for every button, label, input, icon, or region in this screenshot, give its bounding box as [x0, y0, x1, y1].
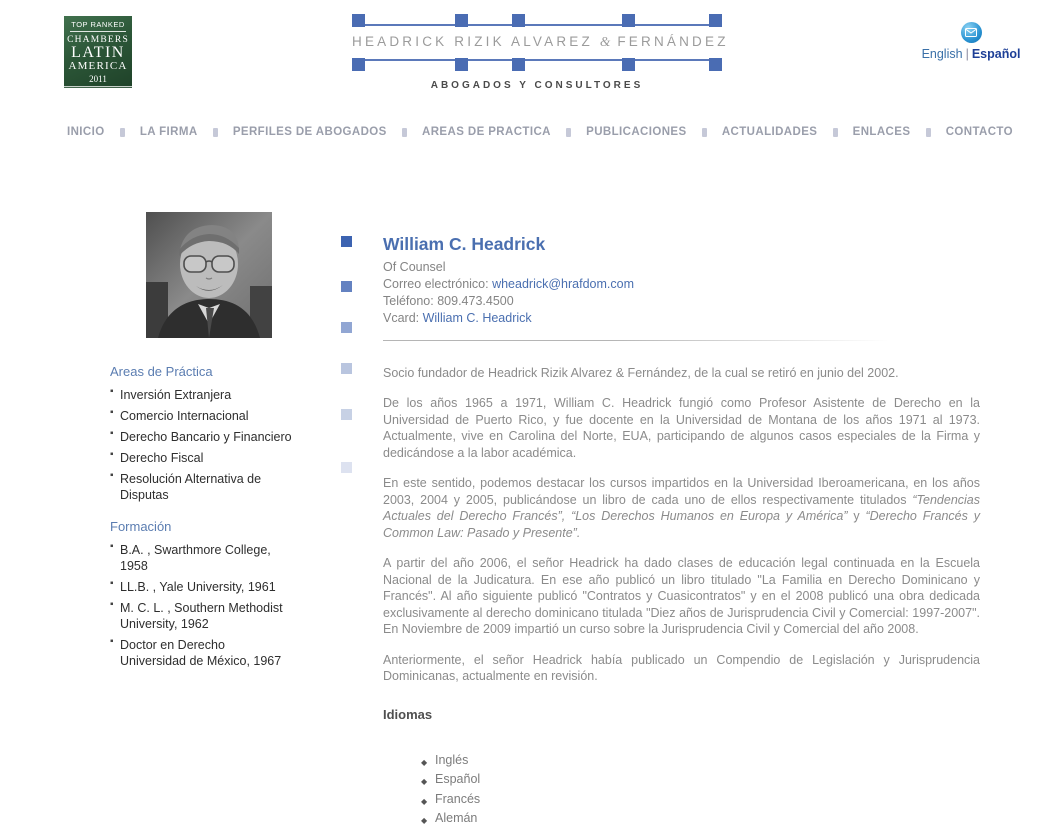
envelope-glyph [965, 28, 977, 37]
email-label: Correo electrónico: [383, 276, 493, 291]
practice-area-item[interactable]: ▪ Resolución Alternativa de Disputas [110, 471, 294, 503]
decor-square [341, 363, 352, 374]
profile-sidebar [110, 364, 294, 685]
logo-line [352, 59, 722, 61]
badge-america-label: AMERICA [68, 60, 128, 72]
page-title: William C. Headrick [383, 234, 546, 254]
nav-item-inicio[interactable]: INICIO [67, 126, 105, 138]
logo-square [622, 14, 635, 27]
logo-square [455, 58, 468, 71]
chambers-award-badge [64, 16, 132, 96]
decor-square [341, 281, 352, 292]
logo-square [455, 14, 468, 27]
nav-separator [120, 128, 125, 137]
email-icon[interactable] [961, 22, 982, 43]
decor-square [341, 236, 352, 247]
logo-square [709, 58, 722, 71]
education-heading: Formación [110, 519, 172, 534]
logo-square [709, 14, 722, 27]
bio-paragraph: De los años 1965 a 1971, William C. Headrick fungió como Profesor Asistente de Derecho en la Universidad de Puerto Rico, y fue docente en la Universidad de Montana de los años 1971 al 1973. Actualmente, vive en Carolina del Norte, EUA, participando de algunos casos especiales de la Firma y dedicándose a la labor académica. [383, 396, 980, 460]
logo-square [622, 58, 635, 71]
education-item: ▪ B.A. , Swarthmore College, 1958 [110, 542, 294, 574]
bio-paragraph: Anteriormente, el señor Headrick había publicado un Compendio de Legislación y Jurisprudencia Dominicanas, actualmente en revisión. [383, 652, 980, 683]
attorney-photo [146, 212, 272, 338]
practice-area-item[interactable]: ▪ Comercio Internacional [110, 408, 294, 424]
language-item: ◆ Francés [420, 791, 980, 807]
biography [383, 365, 980, 685]
badge-chambers-label: CHAMBERS [67, 35, 129, 45]
language-item: ◆ Español [420, 771, 980, 787]
badge-year-label: 2011 [89, 73, 107, 84]
lang-spanish-link[interactable]: Español [971, 47, 1021, 61]
nav-separator [402, 128, 407, 137]
practice-area-item[interactable]: ▪ Derecho Bancario y Financiero [110, 429, 294, 445]
logo-top-rail [352, 14, 722, 26]
firm-logo[interactable] [352, 14, 729, 91]
vcard-line [383, 310, 980, 327]
firm-tagline: ABOGADOS Y CONSULTORES [430, 80, 644, 91]
nav-item-contacto[interactable]: CONTACTO [945, 126, 1013, 138]
language-item: ◆ Alemán [420, 810, 980, 826]
logo-bottom-rail [352, 59, 722, 71]
vcard-link[interactable]: William C. Headrick [422, 310, 532, 325]
nav-item-perfiles-de-abogados[interactable]: PERFILES DE ABOGADOS [232, 126, 387, 138]
badge-latin-label: LATIN [71, 44, 125, 61]
book-title: “Derecho Francés y Common Law: Pasado y Presente”. [383, 509, 980, 540]
languages-heading: Idiomas [383, 706, 433, 722]
logo-line [352, 24, 722, 26]
lang-separator: | [965, 47, 969, 61]
email-link[interactable]: wheadrick@hrafdom.com [492, 276, 634, 291]
ampersand: & [599, 34, 611, 49]
bio-paragraph: Socio fundador de Headrick Rizik Alvarez & Fernández, de la cual se retiró en junio del 2002. [383, 365, 899, 380]
education-list [110, 542, 294, 669]
education-item: ▪ LL.B. , Yale University, 1961 [110, 579, 294, 595]
lang-english-link[interactable]: English [921, 47, 963, 61]
education-item: ▪ Doctor en Derecho Universidad de México, 1967 [110, 637, 294, 669]
contact-block [383, 259, 980, 327]
phone-value: 809.473.4500 [437, 293, 514, 308]
practice-areas-heading: Areas de Práctica [110, 364, 213, 379]
language-item: ◆ Inglés [420, 752, 980, 768]
logo-square [352, 58, 365, 71]
nav-separator [702, 128, 707, 137]
nav-item-actualidades[interactable]: ACTUALIDADES [721, 126, 818, 138]
attorney-title: Of Counsel [383, 260, 446, 274]
practice-area-item[interactable]: ▪ Inversión Extranjera [110, 387, 294, 403]
practice-areas-list [110, 387, 294, 503]
badge-leading-firm-label: LEADING FIRM [64, 86, 132, 96]
nav-separator [926, 128, 931, 137]
language-switcher [920, 22, 1022, 61]
nav-separator [833, 128, 838, 137]
nav-item-areas-de-practica[interactable]: AREAS DE PRACTICA [422, 126, 551, 138]
bio-paragraph: En este sentido, podemos destacar los cursos impartidos en la Universidad Iberoamericana, en los años 2003, 2004 y 2005, publicándose un libro de cada uno de ellos respectivamente titulados “Tendencias Actuales del Derecho Francés”, “Los Derechos Humanos en Europa y América” y “Derecho Francés y Common Law: Pasado y Presente”. [383, 476, 980, 540]
logo-square [352, 14, 365, 27]
badge-top-ranked-label: TOP RANKED [70, 20, 126, 32]
nav-item-la-firma[interactable]: LA FIRMA [139, 126, 198, 138]
bio-paragraph: A partir del año 2006, el señor Headrick ha dado clases de educación legal continuada en la Escuela Nacional de la Judicatura. En ese año publicó un libro titulado "La Familia en Derecho Dominicano y Francés". Al año siguiente publicó "Contratos y Cuasicontratos" y en el 2008 publicó una obra dedicada exclusivamente al derecho dominicano titulada "Diez años de Jurisprudencia Civil y Comercial: 1997-2007". En Noviembre de 2009 impartió un curso sobre la Jurisprudencia Civil y Comercial del año 2008. [383, 556, 980, 636]
decor-square [341, 322, 352, 333]
nav-item-enlaces[interactable]: ENLACES [852, 126, 911, 138]
profile-content [383, 234, 980, 830]
phone-line [383, 293, 980, 310]
book-title: “Tendencias Actuales del Derecho Francés”, “Los Derechos Humanos en Europa y América” [383, 492, 980, 523]
education-item: ▪ M. C. L. , Southern Methodist University, 1962 [110, 600, 294, 632]
decor-square [341, 409, 352, 420]
section-divider [383, 340, 889, 341]
nav-item-publicaciones[interactable]: PUBLICACIONES [586, 126, 687, 138]
decor-square [341, 462, 352, 473]
vcard-label: Vcard: [383, 310, 423, 325]
logo-square [512, 14, 525, 27]
main-nav [67, 126, 1013, 138]
logo-square [512, 58, 525, 71]
email-line [383, 276, 980, 293]
practice-area-item[interactable]: ▪ Derecho Fiscal [110, 450, 294, 466]
languages-list [420, 752, 980, 827]
nav-separator [213, 128, 218, 137]
phone-label: Teléfono: [383, 293, 438, 308]
firm-name: HEADRICK RIZIK ALVAREZ & FERNÁNDEZ [352, 34, 729, 49]
nav-separator [566, 128, 571, 137]
